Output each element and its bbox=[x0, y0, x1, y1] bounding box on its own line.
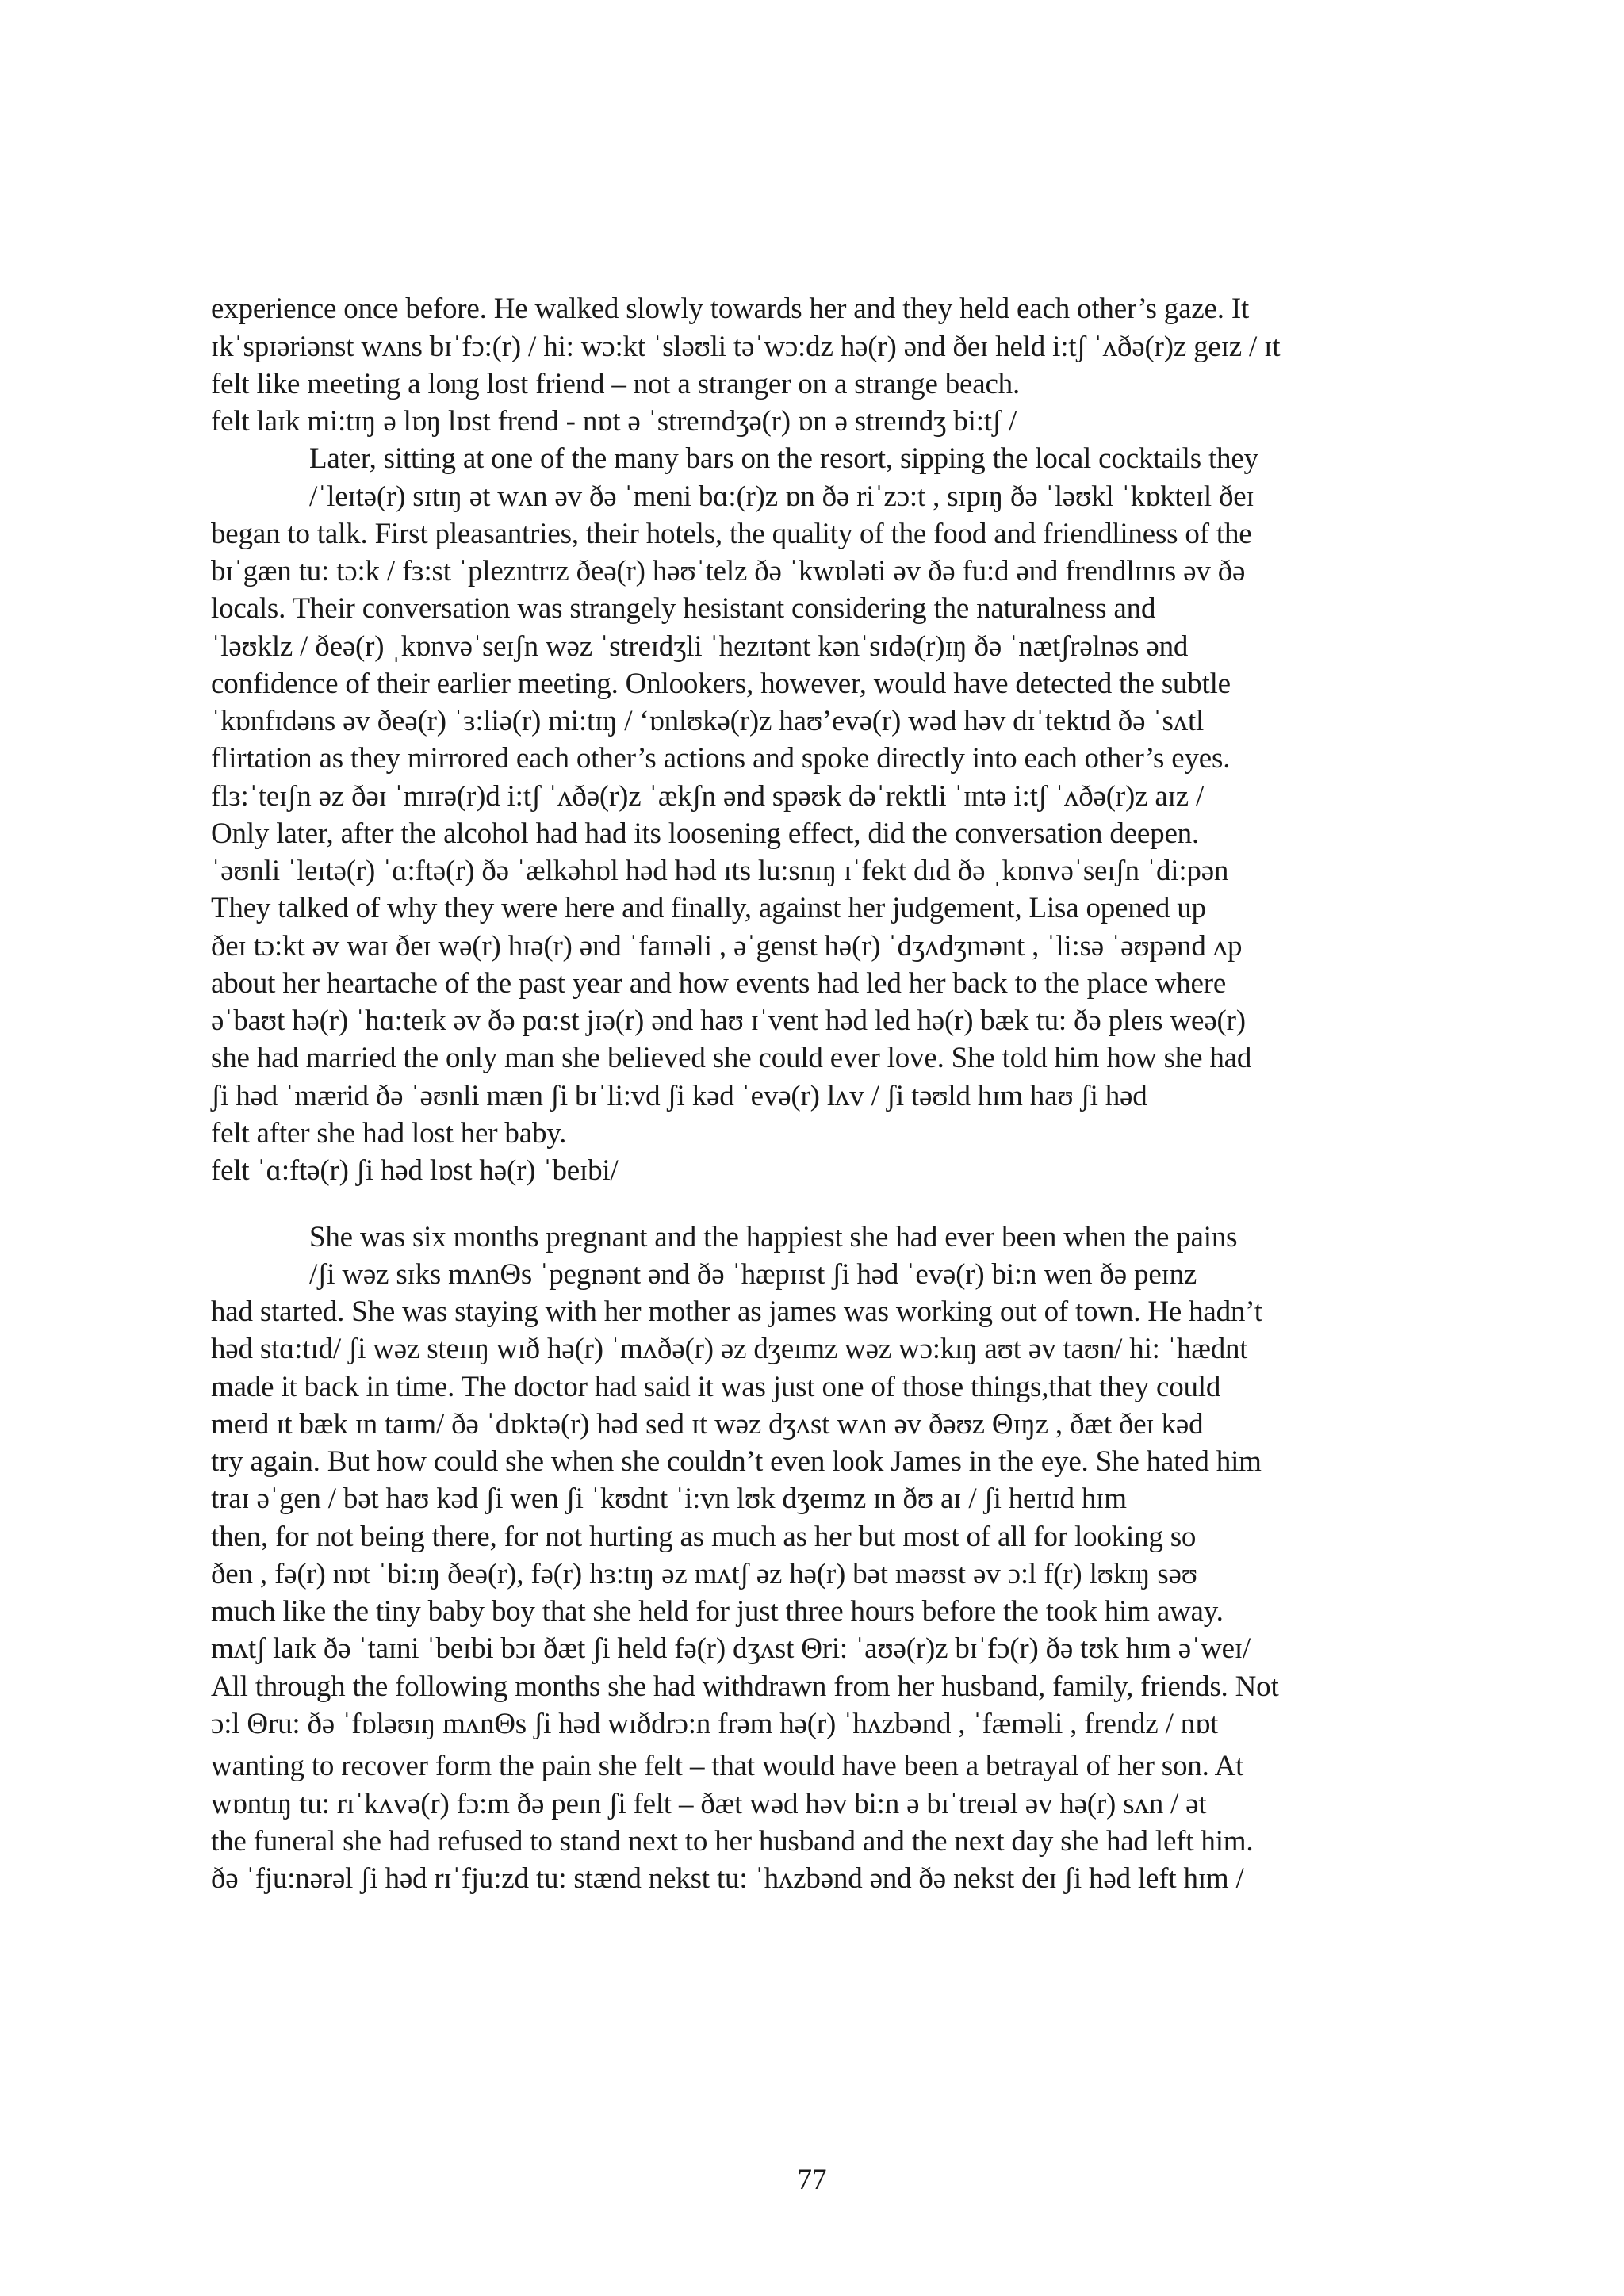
text-line: wanting to recover form the pain she felt – that would have been a betrayal of her son. At bbox=[211, 1750, 1244, 1782]
phonetic-line: ɔ:l Θru: ðə ˈfɒləʊɪŋ mʌnΘs ʃi həd wɪðdrɔ:n frəm hə(r) ˈhʌzbənd , ˈfæməli , frendz / nɒt bbox=[211, 1708, 1219, 1740]
text-line: experience once before. He walked slowly towards her and they held each other’s gaze. It bbox=[211, 293, 1250, 325]
text-line: try again. But how could she when she couldn’t even look James in the eye. She hated him bbox=[211, 1445, 1262, 1478]
text-line: then, for not being there, for not hurting as much as her but most of all for looking so bbox=[211, 1521, 1197, 1553]
text-line: much like the tiny baby boy that she held for just three hours before the took him away. bbox=[211, 1595, 1224, 1628]
phonetic-line: bɪˈgæn tu: tɔ:k / fɜ:st ˈplezntrɪz ðeə(r) həʊˈtelz ðə ˈkwɒləti əv ðə fu:d ənd frendlɪnɪs əv ðə bbox=[211, 555, 1246, 587]
text-line: They talked of why they were here and finally, against her judgement, Lisa opened up bbox=[211, 892, 1206, 924]
phonetic-line: ˈləʊklz / ðeə(r) ˌkɒnvəˈseɪʃn wəz ˈstreɪdʒli ˈhezɪtənt kənˈsɪdə(r)ɪŋ ðə ˈnætʃrəlnəs ənd bbox=[211, 630, 1189, 663]
phonetic-line: əˈbaʊt hə(r) ˈhɑ:teɪk əv ðə pɑ:st jɪə(r) ənd haʊ ɪˈvent həd led hə(r) bæk tu: ðə pleɪs weə(r) bbox=[211, 1004, 1246, 1037]
text-line: felt like meeting a long lost friend – not a stranger on a strange beach. bbox=[211, 368, 1021, 400]
phonetic-line: ˈəʊnli ˈleɪtə(r) ˈɑ:ftə(r) ðə ˈælkəhɒl həd həd ɪts lu:snɪŋ ɪˈfekt dɪd ðə ˌkɒnvəˈseɪʃn ˈdi:pən bbox=[211, 855, 1229, 887]
text-line: She was six months pregnant and the happiest she had ever been when the pains bbox=[309, 1221, 1238, 1253]
text-line: locals. Their conversation was strangely hesistant considering the naturalness and bbox=[211, 592, 1156, 625]
text-line: had started. She was staying with her mother as james was working out of town. He hadn’t bbox=[211, 1295, 1262, 1328]
phonetic-line: /ˈleɪtə(r) sɪtɪŋ ət wʌn əv ðə ˈmeni bɑ:(r)z ɒn ðə riˈzɔ:t , sɪpɪŋ ðə ˈləʊkl ˈkɒkteɪl ðeɪ bbox=[309, 480, 1254, 513]
text-line: Only later, after the alcohol had had its loosening effect, did the conversation deepen. bbox=[211, 817, 1200, 850]
text-line: made it back in time. The doctor had said it was just one of those things,that they could bbox=[211, 1371, 1221, 1403]
text-line: began to talk. First pleasantries, their hotels, the quality of the food and friendliness of the bbox=[211, 518, 1252, 550]
phonetic-line: ɪkˈspɪəriənst wʌns bɪˈfɔ:(r) / hi: wɔ:kt ˈsləʊli təˈwɔ:dz hə(r) ənd ðeɪ held i:tʃ ˈʌðə(r)z geɪz / ɪt bbox=[211, 331, 1281, 363]
phonetic-line: ˈkɒnfɪdəns əv ðeə(r) ˈɜ:liə(r) mi:tɪŋ / ‘ɒnlʊkə(r)z haʊ’evə(r) wəd həv dɪˈtektɪd ðə ˈsʌtl bbox=[211, 705, 1205, 737]
phonetic-line: wɒntɪŋ tu: rɪˈkʌvə(r) fɔ:m ðə peɪn ʃi felt – ðæt wəd həv bi:n ə bɪˈtreɪəl əv hə(r) sʌn / ət bbox=[211, 1788, 1207, 1820]
phonetic-line: meɪd ɪt bæk ɪn taɪm/ ðə ˈdɒktə(r) həd sed ɪt wəz dʒʌst wʌn əv ðəʊz Θɪŋz , ðæt ðeɪ kəd bbox=[211, 1408, 1204, 1441]
phonetic-line: ðen , fə(r) nɒt ˈbi:ɪŋ ðeə(r), fə(r) hɜ:tɪŋ əz mʌtʃ əz hə(r) bət məʊst əv ɔ:l f(r) lʊkɪŋ səʊ bbox=[211, 1558, 1197, 1590]
phonetic-line: ðə ˈfju:nərəl ʃi həd rɪˈfju:zd tu: stænd nekst tu: ˈhʌzbənd ənd ðə nekst deɪ ʃi həd left hɪm / bbox=[211, 1862, 1244, 1895]
phonetic-line: flɜ:ˈteɪʃn əz ðəɪ ˈmɪrə(r)d i:tʃ ˈʌðə(r)z ˈækʃn ənd spəʊk dəˈrektli ˈɪntə i:tʃ ˈʌðə(r)z aɪz / bbox=[211, 780, 1205, 813]
text-line: about her heartache of the past year and how events had led her back to the place where bbox=[211, 967, 1227, 1000]
phonetic-line: ðeɪ tɔ:kt əv waɪ ðeɪ wə(r) hɪə(r) ənd ˈfaɪnəli , əˈgenst hə(r) ˈdʒʌdʒmənt , ˈli:sə ˈəʊpənd ʌp bbox=[211, 930, 1243, 962]
text-line: confidence of their earlier meeting. Onlookers, however, would have detected the subtle bbox=[211, 668, 1231, 700]
phonetic-line: traɪ əˈgen / bət haʊ kəd ʃi wen ʃi ˈkʊdnt ˈi:vn lʊk dʒeɪmz ɪn ðʊ aɪ / ʃi heɪtɪd hɪm bbox=[211, 1483, 1127, 1515]
text-line: Later, sitting at one of the many bars on the resort, sipping the local cocktails they bbox=[309, 442, 1258, 475]
text-line: the funeral she had refused to stand next to her husband and the next day she had left him. bbox=[211, 1825, 1254, 1858]
phonetic-line: felt laɪk mi:tɪŋ ə lɒŋ lɒst frend - nɒt ə ˈstreɪndʒə(r) ɒn ə streɪndʒ bi:tʃ / bbox=[211, 405, 1017, 438]
phonetic-line: həd stɑ:tɪd/ ʃi wəz steɪɪŋ wɪð hə(r) ˈmʌðə(r) əz dʒeɪmz wəz wɔ:kɪŋ aʊt əv taʊn/ hi: ˈhædnt bbox=[211, 1333, 1248, 1365]
page-number: 77 bbox=[797, 2164, 827, 2196]
text-line: flirtation as they mirrored each other’s actions and spoke directly into each other’s eyes. bbox=[211, 742, 1231, 775]
phonetic-line: felt ˈɑ:ftə(r) ʃi həd lɒst hə(r) ˈbeɪbi/ bbox=[211, 1154, 619, 1187]
phonetic-line: mʌtʃ laɪk ðə ˈtaɪni ˈbeɪbi bɔɪ ðæt ʃi held fə(r) dʒʌst Θri: ˈaʊə(r)z bɪˈfɔ(r) ðə tʊk hɪm əˈweɪ/ bbox=[211, 1632, 1251, 1665]
phonetic-line: /ʃi wəz sɪks mʌnΘs ˈpegnənt ənd ðə ˈhæpɪɪst ʃi həd ˈevə(r) bi:n wen ðə peɪnz bbox=[309, 1258, 1197, 1291]
text-line: she had married the only man she believed she could ever love. She told him how she had bbox=[211, 1042, 1252, 1074]
text-line: felt after she had lost her baby. bbox=[211, 1117, 567, 1150]
text-line: All through the following months she had withdrawn from her husband, family, friends. Not bbox=[211, 1670, 1279, 1703]
phonetic-line: ʃi həd ˈmærid ðə ˈəʊnli mæn ʃi bɪˈli:vd ʃi kəd ˈevə(r) lʌv / ʃi təʊld hɪm haʊ ʃi həd bbox=[211, 1080, 1147, 1112]
